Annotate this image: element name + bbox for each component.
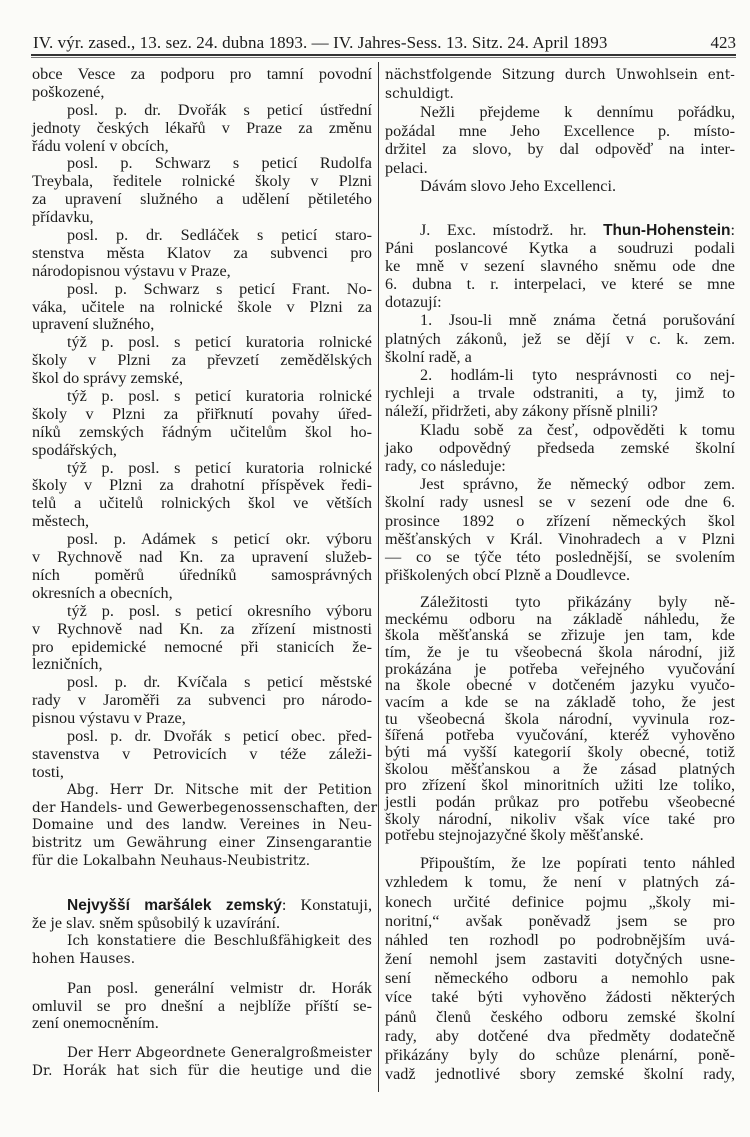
text-line: posl. p. dr. Dvořák s peticí ústřední: [67, 100, 372, 119]
text-line: škola měšťanská se zřizuje jen tam, kde: [385, 626, 735, 645]
text-line: zení onemocněním.: [32, 1014, 159, 1033]
speaker-name: Nejvyšší maršálek zemský: [67, 897, 282, 915]
paragraph: [385, 421, 735, 476]
text-line: 2. hodlám-li tyto nesprávnosti co nej-: [420, 366, 735, 384]
text-line: více také býti vyhověno žádosti některých: [385, 988, 735, 1007]
text-line: potřebu stejnojazyčné školy měšťanské.: [385, 826, 644, 845]
text-line: schuldigt.: [385, 85, 454, 102]
text-line: vadž jednotlivé sbory zemské školní rady,: [385, 1065, 735, 1084]
text-line: týž p. posl. s peticí kuratoria rolnické: [67, 458, 372, 477]
text-line: für die Lokalbahn Neuhaus-Neubistritz.: [32, 853, 311, 870]
text-line: školy v Plzni za přiřknutí povahy úřed-: [32, 404, 372, 423]
text-line: přídavku,: [32, 208, 94, 227]
text-line: váka, učitele na rolnické škole v Plzni za: [32, 297, 372, 316]
text-line: býti má vyšší kategorií školy obecné, totiž: [385, 743, 735, 762]
right-column: [385, 66, 735, 1084]
paragraph: [32, 933, 372, 969]
text-line: školní rady usnesl se v sezení ode dne 6.: [385, 493, 735, 512]
paragraph: [385, 177, 735, 196]
text-line: Nežli přejdeme k dennímu pořádku,: [420, 103, 735, 121]
text-line: 1. Jsou-li mně známa četná porušování: [420, 311, 735, 330]
text-line: městech,: [32, 512, 90, 531]
text-line: poškozené,: [32, 82, 105, 101]
text-line: [32, 897, 372, 915]
text-line: Der Herr Abgeordnete Generalgroßmeister: [67, 1045, 372, 1062]
speaker-post: : Konstatuji,: [281, 896, 372, 915]
text-line: školy národní, nikoliv však více také pro: [385, 809, 735, 828]
text-line: pro epidemické nemocné při stanicích že-: [32, 637, 372, 656]
text-line: pánů členů českého odboru zemské školní: [385, 1007, 735, 1026]
text-line: prosince 1892 o zřízení německých škol: [385, 511, 735, 530]
paragraph: [385, 475, 735, 584]
paragraph: [32, 531, 372, 603]
text-line: náleží, přidržeti, aby zákony přísně plnili?: [385, 402, 658, 421]
text-line: pro zřízení škol minoritních užiti lze toliko,: [385, 776, 735, 795]
paragraph: [32, 1045, 372, 1081]
header-session-info: IV. výr. zased., 13. sez. 24. dubna 1893. — IV. Jahres-Sess. 13. Sitz. 24. April 1893: [33, 33, 608, 52]
text-line: Připouštím, že lze popírati tento náhled: [420, 854, 735, 873]
text-line: týž p. posl. s peticí kuratoria rolnické: [67, 333, 372, 352]
text-line: vacím a kde se na základě toho, že jest: [385, 692, 735, 711]
text-line: noritní,“ avšak poněvadž jsem se pro: [385, 911, 735, 930]
text-line: tu všeobecná škola národní, vyvinula roz-: [385, 709, 735, 728]
text-line: v Rychnově nad Kn. za upravení služeb-: [32, 548, 372, 567]
text-line: prokázána je potřeba veřejného vyučování: [385, 659, 735, 678]
text-line: řádu volení v obcích,: [32, 136, 169, 155]
paragraph: [32, 603, 372, 675]
paragraph: [385, 854, 735, 1084]
text-line: posl. p. Schwarz s peticí Rudolfa: [67, 154, 372, 173]
paragraph: [32, 728, 372, 782]
running-header: [33, 33, 736, 55]
text-line: držitel za slovo, by dal odpověď na inter-: [385, 140, 735, 158]
text-line: na škole obecné v dotčeném jazyku vyučo-: [385, 676, 735, 695]
text-line: Kladu sobě za česť, odpověděti k tomu: [420, 420, 735, 439]
text-line: požádal mne Jeho Excellence p. místo-: [385, 121, 735, 140]
text-line: Záležitosti tyto přikázány byly ně-: [420, 592, 735, 611]
text-line: školy v Plzni za převzetí zemědělských: [32, 351, 372, 370]
text-line: že je slav. sněm spůsobilý k uzavírání.: [32, 913, 280, 932]
text-line: platných zákonů, jež se dějí v c. k. zem.: [385, 329, 735, 348]
paragraph: [32, 781, 378, 871]
text-line: 6. dubna t. r. interpelaci, ve které se mne: [385, 275, 735, 294]
text-line: posl. p. dr. Dvořák s peticí obec. před-: [67, 726, 372, 745]
text-line: sení německého odboru a nemohlo pak: [385, 969, 735, 988]
text-line: ke mně v sezení slavného sněmu ode dne: [385, 256, 735, 275]
text-line: Dr. Horák hat sich für die heutige und die: [32, 1063, 372, 1080]
text-line: pelaci.: [385, 158, 428, 177]
paragraph: [32, 227, 372, 281]
paragraph: [32, 460, 372, 532]
left-column: [32, 65, 378, 1081]
text-line: přiškolených obcí Plzně a Doudlevce.: [385, 566, 630, 585]
paragraph: [32, 334, 372, 388]
paragraph: [32, 281, 372, 335]
header-rule-thin: [31, 57, 736, 58]
text-line: rychleji a trvale odstraniti, a ty, jimž to: [385, 384, 735, 403]
text-line: upravení služného,: [32, 315, 155, 334]
text-line: meckému odboru na základě náhledu, že: [385, 609, 735, 628]
paragraph: [32, 674, 372, 728]
text-line: spodářských,: [32, 440, 117, 459]
text-line: týž p. posl. s peticí kuratoria rolnické: [67, 387, 372, 406]
text-line: posl. p. dr. Kvíčala s peticí městské: [67, 673, 372, 692]
text-line: Ich konstatiere die Beschlußfähigkeit des: [67, 932, 372, 949]
text-line: nächstfolgende Sitzung durch Unwohlsein ent-: [385, 67, 735, 83]
text-line: jako odpovědný předseda zemské školní: [385, 438, 735, 457]
text-line: národopisnou výstavu v Praze,: [32, 261, 231, 280]
text-line: přikázány byly do schůze plenární, poně-: [385, 1046, 735, 1065]
text-line: jednoty českých lékařů v Praze za změnu: [32, 118, 372, 137]
text-line: školní radě, a: [385, 347, 472, 366]
text-line: žení nemohl jsem zastaviti dotyčných usne-: [385, 950, 735, 969]
text-line: rady, aby dotčené dva předměty dodatečně: [385, 1026, 735, 1045]
text-line: v Rychnově nad Kn. za zřízení mistnosti: [32, 619, 372, 638]
text-line: Abg. Herr Dr. Nitsche mit der Petition: [67, 781, 372, 798]
text-line: dotazují:: [385, 293, 442, 312]
text-line: škol do správy zemské,: [32, 369, 184, 388]
paragraph: [385, 103, 735, 177]
text-line: posl. p. dr. Sedláček s peticí staro-: [67, 226, 372, 245]
text-line: Páni poslancové Kytka a soudruzi podali: [385, 238, 735, 257]
header-rule: [31, 54, 736, 56]
paragraph: [385, 66, 735, 103]
text-line: Pan posl. generální velmistr dr. Horák: [67, 978, 372, 997]
page-number: 423: [710, 33, 736, 52]
text-line: rady v Jaroměři za subvenci pro národo-: [32, 691, 372, 710]
text-line: náhled ten rozhodl po podrobnějším uvá-: [385, 930, 735, 949]
paragraph: [32, 980, 372, 1034]
text-line: Domaine und des landw. Vereines in Neu-: [32, 817, 372, 834]
speaker-pre: J. Exc. místodrž. hr.: [420, 220, 604, 239]
text-line: měšťanských v Král. Vinohradech a v Plzni: [385, 529, 735, 548]
paragraph: [32, 897, 372, 933]
text-line: tím, že je tu všeobecná škola národní, již: [385, 642, 735, 661]
text-line: ních poměrů úředníků samosprávných: [32, 565, 372, 584]
text-line: šířená potřeba vyučování, kteréž vyhověno: [385, 726, 735, 745]
text-line: jestli podán průkaz pro potřebu všeobecné: [385, 793, 735, 812]
paragraph: [385, 366, 735, 421]
text-line: stenstva města Klatov za subvenci pro: [32, 243, 372, 262]
paragraph: [385, 221, 735, 312]
text-line: Jest správno, že německý odbor zem.: [420, 475, 735, 494]
text-line: školy v Plzni za drahotní příspěvek ředi-: [32, 476, 372, 495]
speaker-name: Thun-Hohenstein: [603, 221, 731, 239]
text-line: týž p. posl. s peticí okresního výboru: [67, 601, 372, 620]
paragraph: [32, 388, 372, 460]
text-line: tosti,: [32, 762, 64, 781]
text-line: rady, co následuje:: [385, 456, 506, 475]
text-line: pisnou výstavu v Praze,: [32, 709, 186, 728]
text-line: — co se týče této poslednější, se svolením: [385, 547, 735, 566]
text-line: lezničních,: [32, 655, 103, 674]
text-line: vzhledem k tomu, že není v platných zá-: [385, 873, 735, 892]
text-line: školou měšťanskou a že zásad platných: [385, 759, 735, 778]
paragraph: [32, 66, 372, 102]
speaker-post: :: [730, 220, 735, 239]
text-line: obce Vesce za podporu pro tamní povodní: [32, 65, 372, 83]
paragraph: [385, 311, 735, 366]
paragraph: [32, 102, 372, 156]
paragraph: [32, 155, 372, 227]
text-line: za upravení služného a udělení pětiletého: [32, 190, 372, 209]
text-line: der Handels- und Gewerbegenossenschaften, der: [32, 799, 378, 816]
text-line: telů a učitelů rolnických škol ve větších: [32, 494, 372, 513]
text-line: bistritz um Gewährung einer Zinsengarantie: [32, 835, 372, 852]
column-divider: [378, 62, 379, 1092]
text-line: posl. p. Adámek s peticí okr. výboru: [67, 530, 372, 549]
text-line: hohen Hauses.: [32, 950, 136, 967]
text-line: Dávám slovo Jeho Excellenci.: [420, 177, 616, 195]
text-line: konech určité definice pojmu „školy mi-: [385, 892, 735, 911]
text-line: omluvil se pro dnešní a nejblíže příští se-: [32, 996, 372, 1015]
text-line: posl. p. Schwarz s peticí Frant. No-: [67, 279, 372, 298]
text-line: [385, 221, 735, 239]
text-line: níků zemských řádným učitelům škol ho-: [32, 422, 372, 441]
text-line: stavenstva v Petrovicích v téže záleži-: [32, 744, 372, 763]
text-line: okresních a obecních,: [32, 583, 173, 602]
text-line: Treybala, ředitele rolnické školy v Plzni: [32, 172, 372, 191]
paragraph: [385, 594, 735, 844]
